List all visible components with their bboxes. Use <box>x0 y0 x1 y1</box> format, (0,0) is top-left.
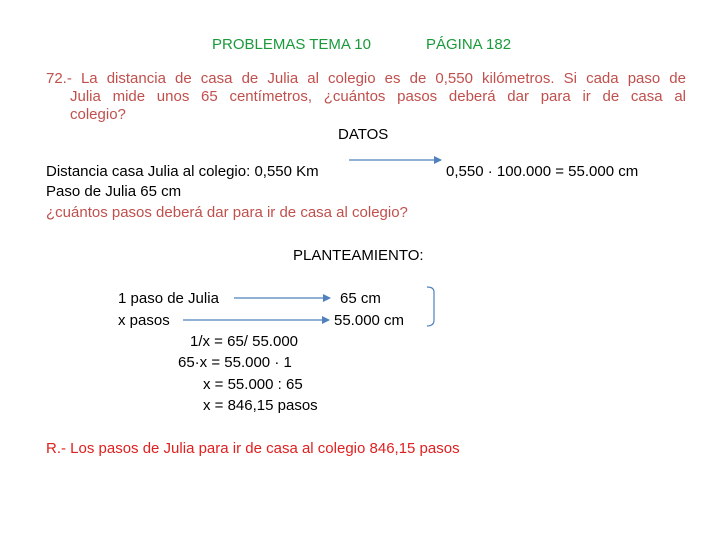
row2-left: x pasos <box>118 312 170 329</box>
problem-line-2-text: Julia mide unos 65 centímetros, <box>70 88 312 105</box>
header-page: PÁGINA 182 <box>426 36 512 53</box>
equation-3: x = 55.000 : 65 <box>203 376 303 393</box>
equation-2: 65·x = 55.000 · 1 <box>178 354 292 371</box>
equation-4: x = 846,15 pasos <box>203 397 318 414</box>
datos-step: Paso de Julia 65 cm <box>46 183 182 200</box>
datos-question: ¿cuántos pasos deberá dar para ir de casa al colegio? <box>46 204 408 221</box>
row2-right: 55.000 cm <box>334 312 405 329</box>
planteamiento-heading: PLANTEAMIENTO: <box>293 247 424 264</box>
datos-conversion: 0,550 · 100.000 = 55.000 cm <box>446 163 639 180</box>
problem-question-part-1: ¿cuántos pasos deberá dar para ir de casa al <box>323 88 686 105</box>
proportion-bracket <box>427 287 434 326</box>
header-title: PROBLEMAS TEMA 10 <box>212 36 371 53</box>
problem-line-1: 72.- La distancia de casa de Julia al colegio es de 0,550 kilómetros. Si cada paso de <box>46 70 686 87</box>
answer: R.- Los pasos de Julia para ir de casa al colegio 846,15 pasos <box>46 440 460 457</box>
datos-distance: Distancia casa Julia al colegio: 0,550 Km <box>46 163 319 180</box>
row1-right: 65 cm <box>340 290 381 307</box>
equation-1: 1/x = 65/ 55.000 <box>190 333 299 350</box>
datos-heading: DATOS <box>338 126 389 143</box>
row1-left: 1 paso de Julia <box>118 290 219 307</box>
problem-question-part-2: colegio? <box>70 106 126 123</box>
